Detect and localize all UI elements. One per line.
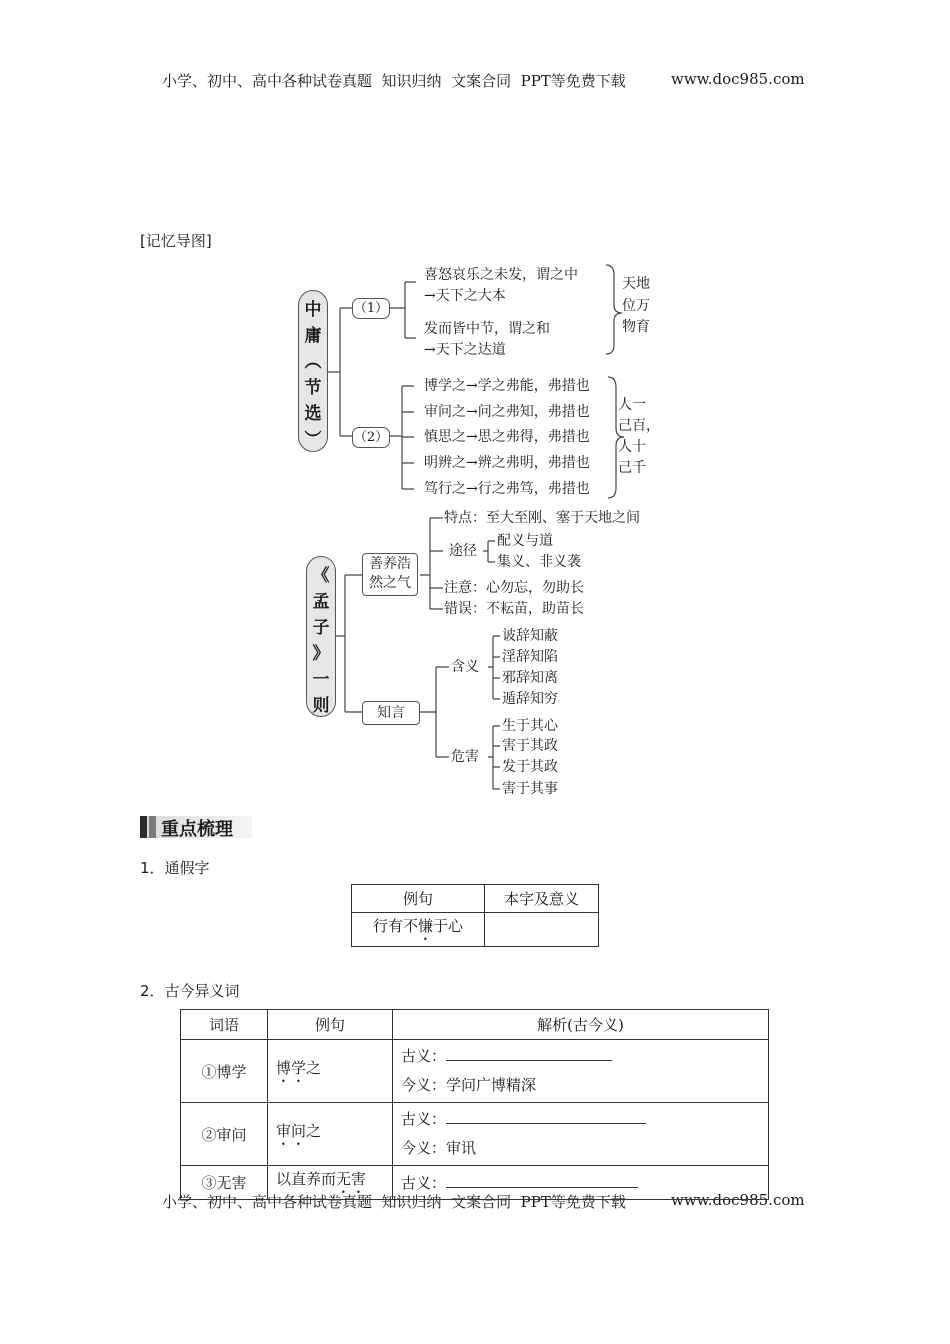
gujin-header-2: 例句: [268, 1010, 393, 1040]
part2-node: （2）: [352, 427, 390, 448]
zhiyan-node: 知言: [362, 701, 420, 725]
zhongyong-root: 中 庸 ︵ 节 选 ︶: [298, 290, 328, 452]
zhiyan-weihai: 危害: [451, 749, 479, 765]
part1-line-3: 发而皆中节，谓之和: [424, 321, 550, 337]
gujin-word-1: ①博学: [181, 1040, 268, 1103]
gujin-analysis-1: 古义： 今义：学问广博精深: [393, 1040, 769, 1103]
tongjia-example: 行有不慊于心: [352, 913, 485, 947]
answer-blank[interactable]: [446, 1046, 612, 1061]
part1-line-2: →天下之大本: [424, 288, 506, 304]
answer-blank[interactable]: [446, 1173, 638, 1188]
gujin-analysis-3: 古义：: [393, 1166, 769, 1200]
part2-line-2: 审问之→问之弗知，弗措也: [424, 404, 590, 420]
gujin-header-1: 词语: [181, 1010, 268, 1040]
gujin-example-1: 博学之: [268, 1040, 393, 1103]
key-points-title: 重点梳理: [161, 819, 233, 840]
footer-ad-text: 小学、初中、高中各种试卷真题 知识归纳 文案合同 PPT等免费下载: [162, 1193, 626, 1211]
part1-line-1: 喜怒哀乐之未发，谓之中: [424, 267, 578, 283]
qi-tujing-2: 集义、非义袭: [497, 554, 581, 570]
mengzi-root: 《 孟 子 》 一 则: [306, 556, 336, 717]
tongjia-table: [351, 884, 599, 947]
section-1-title: 1．通假字: [140, 859, 210, 877]
gujin-example-3: 以直养而无害: [268, 1166, 393, 1200]
part1-brace-1: 天地: [622, 276, 650, 292]
gujin-analysis-2: 古义： 今义：审讯: [393, 1103, 769, 1166]
header-url: www.doc985.com: [671, 70, 805, 88]
weihai-item-2: 害于其政: [502, 738, 558, 754]
zhiyan-hanyi: 含义: [451, 659, 479, 675]
part2-line-1: 博学之→学之弗能，弗措也: [424, 378, 590, 394]
part2-line-4: 明辨之→辨之弗明，弗措也: [424, 455, 590, 471]
part2-line-3: 慎思之→思之弗得，弗措也: [424, 429, 590, 445]
table-row: [181, 1166, 769, 1200]
mindmap-label: [记忆导图]: [140, 232, 212, 250]
gujin-table: [180, 1009, 769, 1200]
heading-bar-icon: [140, 816, 147, 838]
section-2-title: 2．古今异义词: [140, 982, 240, 1000]
weihai-item-1: 生于其心: [502, 718, 558, 734]
hanyi-item-1: 诐辞知蔽: [502, 628, 558, 644]
heading-bar-icon-2: [149, 816, 156, 838]
haoran-qi-node: 善养浩 然之气: [362, 553, 418, 596]
qi-tedian: 特点：至大至刚、塞于天地之间: [444, 510, 640, 526]
qi-tujing: 途径: [449, 543, 477, 559]
weihai-item-4: 害于其事: [502, 781, 558, 797]
part1-brace-2: 位万: [622, 298, 650, 314]
gujin-word-3: ③无害: [181, 1166, 268, 1200]
part2-brace-2: 己百，: [618, 418, 660, 434]
qi-zhuyi: 注意：心勿忘，勿助长: [444, 580, 584, 596]
tongjia-answer-cell[interactable]: [485, 913, 599, 947]
table-row: [181, 1103, 769, 1166]
qi-tujing-1: 配义与道: [497, 533, 553, 549]
gujin-word-2: ②审问: [181, 1103, 268, 1166]
part1-brace-3: 物育: [622, 319, 650, 335]
part1-node: （1）: [352, 298, 390, 319]
hanyi-item-3: 邪辞知离: [502, 670, 558, 686]
gujin-header-3: 解析(古今义): [393, 1010, 769, 1040]
hanyi-item-2: 淫辞知陷: [502, 649, 558, 665]
table-row: [181, 1040, 769, 1103]
answer-blank[interactable]: [446, 1109, 646, 1124]
tongjia-header-1: 例句: [352, 885, 485, 913]
part2-brace-1: 人一: [618, 397, 646, 413]
part2-brace-4: 己千: [618, 460, 646, 476]
part2-brace-3: 人十: [618, 439, 646, 455]
footer-url: www.doc985.com: [671, 1191, 805, 1209]
part1-line-4: →天下之达道: [424, 342, 506, 358]
header-ad-text: 小学、初中、高中各种试卷真题 知识归纳 文案合同 PPT等免费下载: [162, 72, 626, 90]
part2-line-5: 笃行之→行之弗笃，弗措也: [424, 481, 590, 497]
weihai-item-3: 发于其政: [502, 759, 558, 775]
qi-cuowu: 错误：不耘苗，助苗长: [444, 601, 584, 617]
hanyi-item-4: 遁辞知穷: [502, 691, 558, 707]
tongjia-header-2: 本字及意义: [485, 885, 599, 913]
gujin-example-2: 审问之: [268, 1103, 393, 1166]
